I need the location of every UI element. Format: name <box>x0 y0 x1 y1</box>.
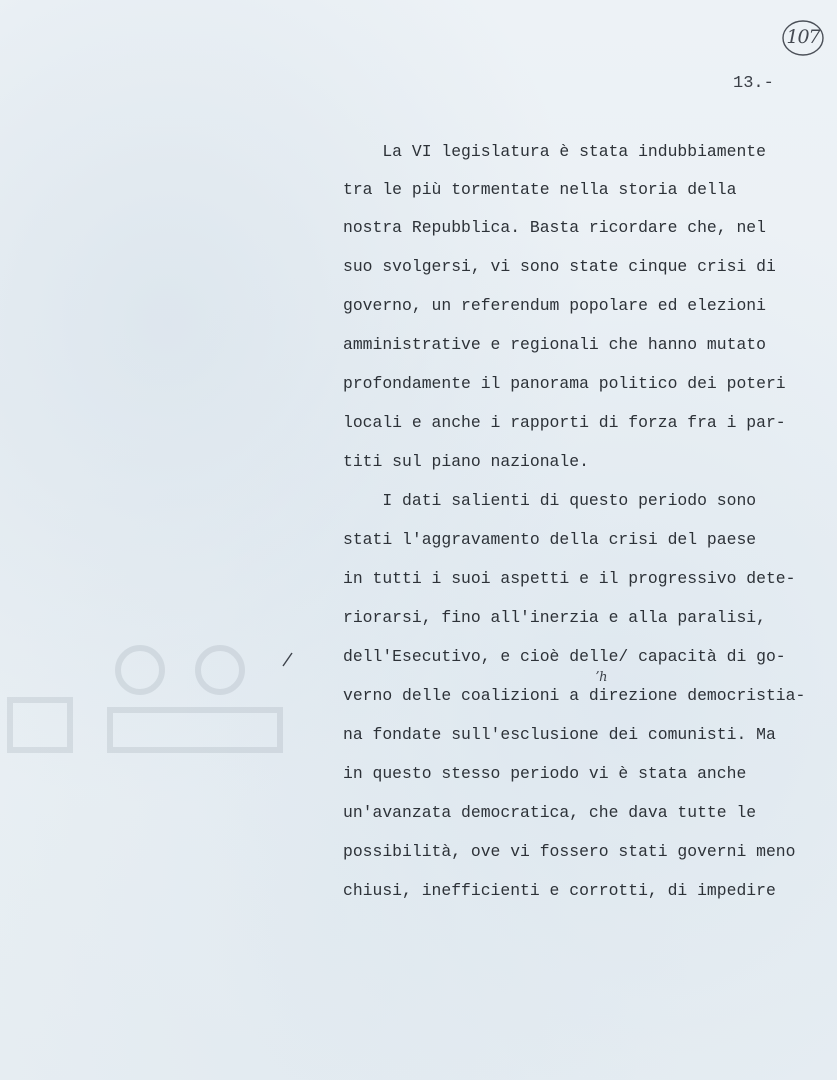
text-line: profondamente il panorama politico dei poteri <box>343 374 786 393</box>
text-line: nostra Repubblica. Basta ricordare che, nel <box>343 218 766 237</box>
text-line: governo, un referendum popolare ed elezioni <box>343 296 766 315</box>
text-line: La VI legislatura è stata indubbiamente <box>343 142 766 161</box>
text-line: in tutti i suoi aspetti e il progressivo dete- <box>343 569 796 588</box>
folio-number: 107 <box>786 26 820 48</box>
text-line: suo svolgersi, vi sono state cinque crisi di <box>343 257 776 276</box>
text-line: chiusi, inefficienti e corrotti, di impedire <box>343 881 776 900</box>
text-line: riorarsi, fino all'inerzia e alla paralisi, <box>343 608 766 627</box>
text-line: dell'Esecutivo, e cioè delle/ capacità di go- <box>343 647 786 666</box>
text-line: titi sul piano nazionale. <box>343 452 589 471</box>
text-line: in questo stesso periodo vi è stata anche <box>343 764 747 783</box>
insert-annotation: ʼh <box>595 670 608 685</box>
page-number: 13.- <box>733 74 774 93</box>
margin-annotation <box>280 650 294 675</box>
text-line: stati l'aggravamento della crisi del paese <box>343 530 757 549</box>
text-line: possibilità, ove vi fossero stati governi meno <box>343 842 796 861</box>
text-line: un'avanzata democratica, che dava tutte le <box>343 803 757 822</box>
text-line: verno delle coalizioni a direzione democristia- <box>343 686 806 705</box>
text-line: na fondate sull'esclusione dei comunisti. Ma <box>343 725 776 744</box>
text-line: locali e anche i rapporti di forza fra i par- <box>343 413 786 432</box>
text-line: amministrative e regionali che hanno mutato <box>343 335 766 354</box>
slash-mark-icon <box>280 650 294 670</box>
text-line: I dati salienti di questo periodo sono <box>343 491 757 510</box>
folio-stamp <box>781 18 825 58</box>
text-line: tra le più tormentate nella storia della <box>343 180 737 199</box>
